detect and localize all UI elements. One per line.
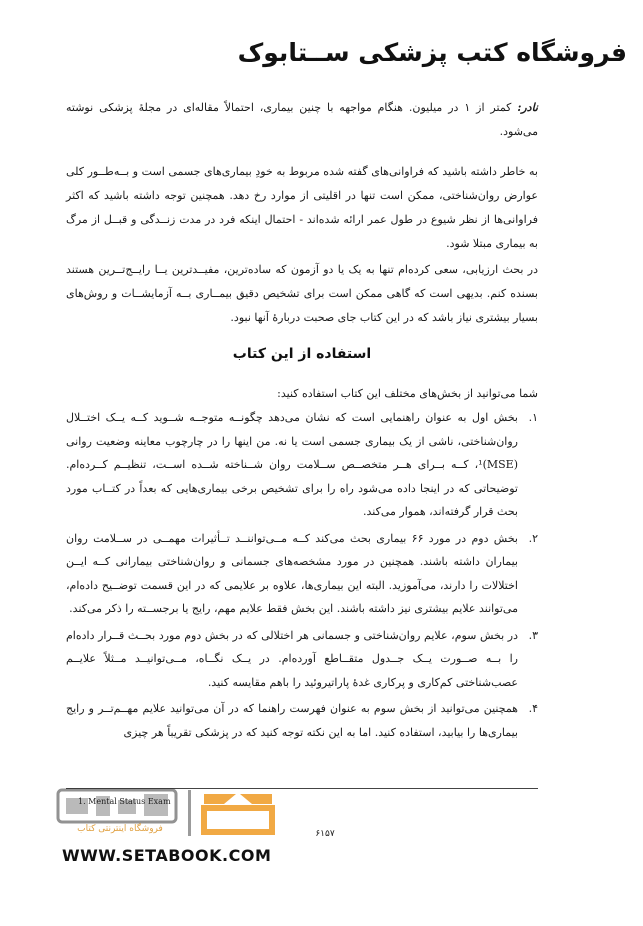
watermark-url: WWW.SETABOOK.COM [62, 846, 272, 865]
list-item [66, 624, 538, 695]
section-intro: شما می‌توانید از بخش‌های مختلف این کتاب استفاده کنید: [277, 387, 538, 400]
body-text-2 [66, 160, 538, 256]
list-number: ۴. [528, 702, 538, 715]
paragraph-assessment: در بحث ارزیابی، سعی کرده‌ام تنها به یک یا دو آزمون که ساده‌ترین، مفیــدترین یــا رایــج‌تــرین هستند بسنده کنم. بدیهی است که گاهی ممکن است برای تشخیص دقیق بیمــاری بــه آزمایشــات و روش‌های بسیار بیشتری نیاز باشد که در این کتاب جای صحبت دربارهٔ آنها نبود. [66, 263, 538, 324]
list-text: همچنین می‌توانید از بخش سوم به عنوان فهرست راهنما که در آن می‌توانید علایم مهــم‌تــر و رایج بیماری‌ها را بیابید، استفاده کنید. اما به این نکته توجه کنید که در پزشکی تقریباً هر چیزی [66, 702, 518, 739]
section-heading: استفاده از این کتاب [232, 346, 372, 362]
usage-list [66, 406, 538, 747]
list-number: ۲. [528, 531, 538, 545]
list-text: بخش اول به عنوان راهنمایی است که نشان می‌دهد چگونــه متوجــه شــوید کــه یــک اختــلال روان‌شناختی، ناشی از یک بیماری جسمی است یا نه. من اینها را در چارچوب معاینه وضعیت روانی (MSE)¹، کــه بــرای هــر متخصــص ســلامت روان شــناخته شــده اســت، تنظیــم کــرده‌ام. توضیحاتی که در اینجا داده می‌شود راه را برای تشخیص برخی بیماری‌هایی که بعداً در کتــاب مورد بحث قرار گرفته‌اند، هموار می‌کند. [66, 411, 518, 518]
paragraph-rarity [66, 96, 538, 144]
list-text: بخش دوم در مورد ۶۶ بیماری بحث می‌کند کــه مــی‌تواننــد تــأثیرات مهمــی در ســلامت روان بیماران داشته باشند. همچنین در مورد مشخصه‌های جسمانی و روان‌شناختی بیمارانی کــه ایــن اختلالات را دارند، می‌آموزید. البته این بیماری‌ها، علاوه بر علایمی که در این قسمت توضــیح داده‌ام، می‌توانند علایم بیشتری نیز داشته باشند. این بخش فقط علایم مهم، رایج یا برجســته را ذکر می‌کند. [66, 531, 518, 615]
list-text: در بخش سوم، علایم روان‌شناختی و جسمانی هر اختلالی که در بخش دوم مورد بحــث قــرار داده‌ام را بــه صــورت یــک جــدول متقــاطع آورده‌ام. در یــک نگــاه، مــی‌توانیــد مــثلاً علایــم عصب‌شناختی کم‌کاری و پرکاری غدهٔ پاراتیروئید را باهم مقایسه کنید. [66, 628, 518, 689]
footnote: 1. Mental Status Exam [78, 797, 171, 806]
page-number: ۶۱۵۷ [315, 829, 335, 839]
paragraph-frequencies: به خاطر داشته باشید که فراوانی‌های گفته شده مربوط به خودِ بیماری‌های جسمی است و بــه‌طــور کلی عوارض روان‌شناختی، ممکن است تنها در اقلیتی از موارد رخ دهد. همچنین توجه داشته باشید که اکثر فراوانی‌ها از نظر شیوع در طول عمر ارائه شده‌اند - احتمال اینکه فرد در مدت زنــدگی و قبــل از مرگ به بیماری مبتلا شود. [66, 165, 538, 250]
paragraph-text: کمتر از ۱ در میلیون. هنگام مواجهه با چنین بیماری، احتمالاً مقاله‌ای در مجلهٔ پزشکی نوشته می‌شود. [66, 101, 538, 138]
list-number: ۱. [528, 411, 538, 424]
body-text-3 [66, 258, 538, 330]
list-number: ۳. [528, 628, 538, 642]
setabook-logo-icon [52, 786, 292, 846]
store-title: فروشگاه کتب پزشکی ســتابوک [237, 38, 627, 67]
list-item [66, 406, 538, 524]
watermark-tagline: فروشگاه اینترنتی کتاب [77, 824, 163, 834]
paragraph-lead: نادر: [517, 101, 538, 114]
list-item [66, 527, 538, 621]
body-text [66, 96, 538, 144]
list-item [66, 697, 538, 744]
